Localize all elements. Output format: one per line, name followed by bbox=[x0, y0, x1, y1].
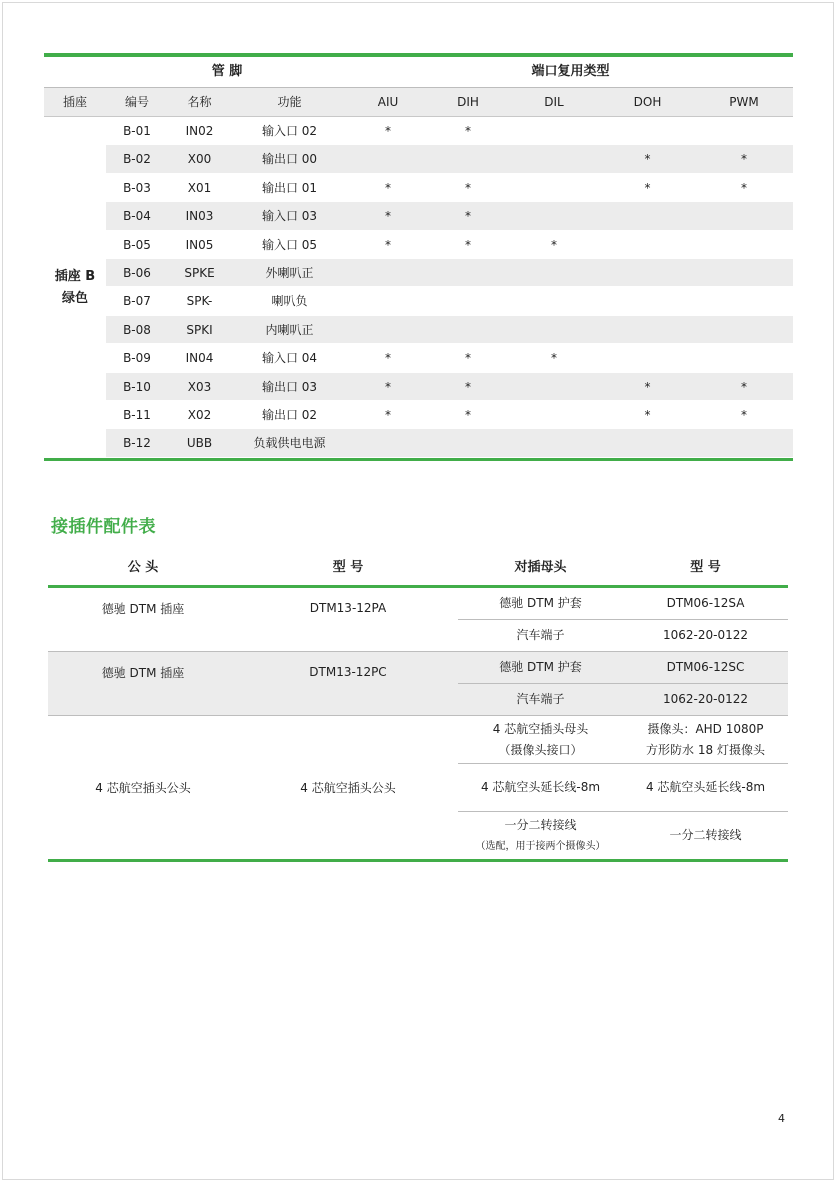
pin-function: 输出口 00 bbox=[261, 152, 318, 167]
female-row bbox=[458, 812, 788, 859]
pin-name: IN03 bbox=[185, 209, 214, 224]
pin-number: B-07 bbox=[123, 294, 151, 309]
pin-table-body bbox=[44, 117, 793, 458]
table-row bbox=[106, 401, 793, 429]
col-header-pwm: PWM bbox=[729, 95, 759, 109]
pin-number: B-10 bbox=[123, 379, 151, 394]
pwm-mark: * bbox=[741, 152, 747, 167]
pin-number: B-05 bbox=[123, 237, 151, 252]
pwm-mark bbox=[695, 344, 793, 371]
doh-mark: * bbox=[644, 180, 651, 195]
female-connector: 汽车端子 bbox=[516, 692, 565, 706]
table-row bbox=[106, 287, 793, 315]
table-row bbox=[106, 145, 793, 173]
accessory-table bbox=[48, 552, 788, 862]
col-header-dil: DIL bbox=[544, 95, 564, 109]
doh-mark bbox=[600, 287, 695, 314]
column-header-row bbox=[44, 88, 793, 117]
col-header-name: 名称 bbox=[187, 95, 212, 109]
table-row bbox=[106, 202, 793, 230]
pin-function: 喇叭负 bbox=[271, 294, 308, 309]
pin-number: B-03 bbox=[123, 180, 151, 195]
dih-mark bbox=[428, 259, 508, 286]
dil-mark bbox=[508, 287, 600, 314]
aiu-mark: * bbox=[385, 209, 391, 224]
doh-mark bbox=[600, 316, 695, 343]
female-row bbox=[458, 716, 788, 764]
female-connector bbox=[458, 815, 623, 857]
female-model: 1062-20-0122 bbox=[662, 628, 748, 642]
female-line-1: 一分二转接线 bbox=[504, 817, 577, 832]
accessory-header-row bbox=[48, 552, 788, 588]
pin-number: B-08 bbox=[123, 322, 151, 337]
male-model: DTM13-12PA bbox=[309, 601, 387, 615]
pin-table bbox=[44, 53, 793, 461]
pwm-mark bbox=[695, 202, 793, 229]
doh-mark bbox=[600, 344, 695, 371]
pin-name: IN05 bbox=[185, 237, 214, 252]
pin-name: X03 bbox=[187, 379, 212, 394]
pin-number: B-04 bbox=[123, 209, 151, 224]
male-connector: 德驰 DTM 插座 bbox=[101, 666, 185, 680]
aiu-mark: * bbox=[385, 237, 391, 252]
pin-name: X01 bbox=[187, 180, 212, 195]
female-list bbox=[458, 652, 788, 715]
female-connector: 德驰 DTM 护套 bbox=[499, 660, 582, 674]
pwm-mark bbox=[695, 259, 793, 286]
header-female: 对插母头 bbox=[514, 560, 567, 575]
pin-name: IN02 bbox=[185, 124, 214, 138]
dil-mark: * bbox=[551, 237, 557, 252]
pin-name: SPK- bbox=[186, 294, 213, 309]
dil-mark bbox=[508, 316, 600, 343]
col-header-socket: 插座 bbox=[62, 95, 87, 109]
pwm-mark bbox=[695, 287, 793, 314]
pin-function: 输入口 02 bbox=[261, 124, 318, 138]
female-row bbox=[458, 620, 788, 651]
table-row bbox=[106, 231, 793, 259]
dil-mark bbox=[508, 117, 600, 144]
socket-label bbox=[44, 117, 106, 458]
dil-mark bbox=[508, 202, 600, 229]
male-connector: 德驰 DTM 插座 bbox=[101, 602, 185, 616]
male-model: 4 芯航空插头公头 bbox=[300, 781, 396, 795]
pin-function: 输入口 03 bbox=[261, 209, 318, 224]
aiu-mark bbox=[348, 145, 428, 172]
group-header-pins: 管 脚 bbox=[211, 64, 243, 79]
pin-number: B-01 bbox=[123, 124, 151, 138]
pwm-mark: * bbox=[741, 407, 747, 422]
pin-number: B-12 bbox=[123, 436, 151, 451]
female-connector bbox=[458, 719, 623, 761]
pin-function: 输入口 04 bbox=[261, 351, 318, 366]
aiu-mark: * bbox=[385, 124, 391, 138]
pwm-mark bbox=[695, 231, 793, 258]
doh-mark: * bbox=[644, 407, 651, 422]
dil-mark bbox=[508, 259, 600, 286]
pin-name: X00 bbox=[187, 152, 212, 167]
aiu-mark bbox=[348, 287, 428, 314]
dil-mark bbox=[508, 429, 600, 456]
male-connector: 4 芯航空插头公头 bbox=[95, 781, 191, 795]
accessory-group-1 bbox=[48, 588, 788, 652]
female-connector: 4 芯航空头延长线-8m bbox=[480, 780, 601, 794]
pwm-mark: * bbox=[741, 379, 747, 394]
aiu-mark: * bbox=[385, 407, 391, 422]
pin-rows bbox=[106, 117, 793, 458]
table-row bbox=[106, 373, 793, 401]
female-row bbox=[458, 588, 788, 620]
col-header-dih: DIH bbox=[457, 95, 479, 109]
pin-number: B-11 bbox=[123, 407, 151, 422]
doh-mark: * bbox=[644, 379, 651, 394]
dih-mark: * bbox=[465, 124, 471, 138]
table-row bbox=[106, 316, 793, 344]
header-model: 型 号 bbox=[332, 560, 364, 575]
pin-function: 输出口 02 bbox=[261, 407, 318, 422]
group-header-port-types: 端口复用类型 bbox=[531, 64, 610, 79]
pin-number: B-06 bbox=[123, 265, 151, 280]
page-number: 4 bbox=[778, 1112, 785, 1125]
dil-mark bbox=[508, 174, 600, 201]
pin-name: UBB bbox=[186, 436, 213, 451]
dih-mark bbox=[428, 316, 508, 343]
pin-function: 负载供电电源 bbox=[253, 436, 326, 451]
header-male: 公 头 bbox=[127, 560, 159, 575]
dih-mark: * bbox=[465, 180, 471, 195]
table-row bbox=[106, 174, 793, 202]
doh-mark bbox=[600, 259, 695, 286]
dih-mark: * bbox=[465, 237, 471, 252]
socket-label-name: 插座 B bbox=[54, 268, 96, 284]
pin-number: B-02 bbox=[123, 152, 151, 167]
dih-mark: * bbox=[465, 209, 471, 224]
model-line-2: 方形防水 18 灯摄像头 bbox=[646, 742, 765, 757]
dih-mark bbox=[428, 287, 508, 314]
male-model: DTM13-12PC bbox=[309, 665, 387, 679]
dil-mark: * bbox=[551, 351, 557, 366]
aiu-mark: * bbox=[385, 379, 391, 394]
pin-name: X02 bbox=[187, 407, 212, 422]
accessory-group-2 bbox=[48, 652, 788, 716]
aiu-mark bbox=[348, 316, 428, 343]
col-header-doh: DOH bbox=[633, 95, 662, 109]
pwm-mark bbox=[695, 117, 793, 144]
col-header-function: 功能 bbox=[277, 95, 302, 109]
pin-name: IN04 bbox=[185, 351, 214, 366]
pin-number: B-09 bbox=[123, 351, 151, 366]
dil-mark bbox=[508, 373, 600, 400]
doh-mark bbox=[600, 231, 695, 258]
col-header-aiu: AIU bbox=[377, 95, 399, 109]
doh-mark bbox=[600, 202, 695, 229]
aiu-mark bbox=[348, 259, 428, 286]
group-header-row bbox=[44, 57, 793, 88]
table-row bbox=[106, 429, 793, 457]
pin-function: 内喇叭正 bbox=[265, 322, 314, 337]
socket-label-color: 绿色 bbox=[61, 290, 88, 306]
female-line-1: 4 芯航空插头母头 bbox=[492, 721, 589, 736]
female-model bbox=[623, 719, 788, 761]
aiu-mark: * bbox=[385, 180, 391, 195]
aiu-mark: * bbox=[385, 351, 391, 366]
model-line-1: 摄像头：AHD 1080P bbox=[647, 721, 764, 736]
female-model: DTM06-12SC bbox=[666, 660, 745, 674]
female-list bbox=[458, 588, 788, 651]
female-model: DTM06-12SA bbox=[666, 596, 745, 610]
dil-mark bbox=[508, 145, 600, 172]
female-model: 一分二转接线 bbox=[669, 828, 742, 842]
pin-function: 输出口 01 bbox=[261, 180, 318, 195]
female-line-2: （选配，用于接两个摄像头） bbox=[475, 840, 606, 852]
doh-mark bbox=[600, 117, 695, 144]
female-line-2: （摄像头接口） bbox=[498, 742, 583, 757]
table-bottom-rule bbox=[44, 458, 793, 461]
col-header-number: 编号 bbox=[124, 95, 149, 109]
female-connector: 汽车端子 bbox=[516, 628, 565, 642]
pin-function: 外喇叭正 bbox=[265, 265, 314, 280]
pwm-mark bbox=[695, 316, 793, 343]
female-model: 4 芯航空头延长线-8m bbox=[645, 780, 766, 794]
header-female-model: 型 号 bbox=[690, 560, 721, 575]
accessory-group-3 bbox=[48, 716, 788, 862]
doh-mark bbox=[600, 429, 695, 456]
pwm-mark: * bbox=[741, 180, 747, 195]
dih-mark bbox=[428, 429, 508, 456]
doh-mark: * bbox=[644, 152, 651, 167]
dih-mark: * bbox=[465, 351, 471, 366]
pin-function: 输入口 05 bbox=[261, 237, 318, 252]
female-row bbox=[458, 684, 788, 715]
female-model: 1062-20-0122 bbox=[662, 692, 748, 706]
female-row bbox=[458, 652, 788, 684]
female-connector: 德驰 DTM 护套 bbox=[499, 596, 582, 610]
table-row bbox=[106, 259, 793, 287]
aiu-mark bbox=[348, 429, 428, 456]
dih-mark: * bbox=[465, 379, 471, 394]
pin-name: SPKE bbox=[184, 265, 215, 280]
pin-function: 输出口 03 bbox=[261, 379, 318, 394]
table-row bbox=[106, 344, 793, 372]
section-title: 接插件配件表 bbox=[51, 517, 156, 537]
dih-mark: * bbox=[465, 407, 471, 422]
dil-mark bbox=[508, 401, 600, 428]
female-list bbox=[458, 716, 788, 859]
dih-mark bbox=[428, 145, 508, 172]
table-row bbox=[106, 117, 793, 145]
pin-name: SPKI bbox=[186, 322, 213, 337]
female-row bbox=[458, 764, 788, 812]
pwm-mark bbox=[695, 429, 793, 456]
